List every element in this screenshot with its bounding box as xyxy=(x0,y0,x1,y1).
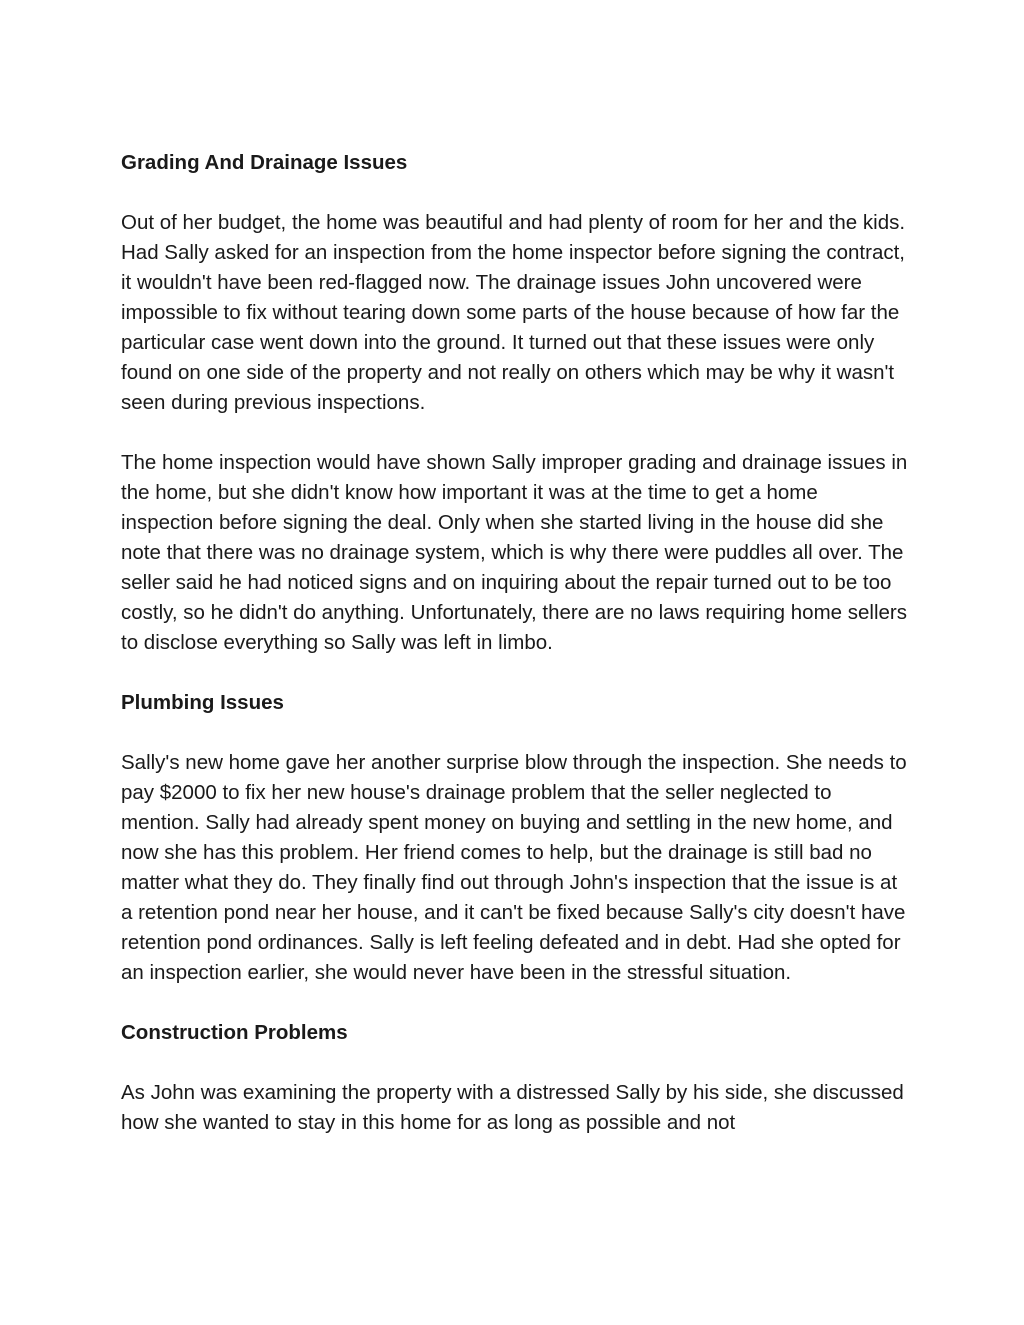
paragraph: As John was examining the property with a distressed Sally by his side, she discussed how she wanted to stay in this home for as long as possible and not xyxy=(121,1081,904,1134)
paragraph: Sally's new home gave her another surprise blow through the inspection. She needs to pay $2000 to fix her new house's drainage problem that the seller neglected to mention. Sally had already spent money on buying and settling in the new home, and now she has this problem. Her friend comes to help, but the drainage is still bad no matter what they do. They finally find out through John's inspection that the issue is at a retention pond near her house, and it can't be fixed because Sally's city doesn't have retention pond ordinances. Sally is left feeling defeated and in debt. Had she opted for an inspection earlier, she would never have been in the stressful situation. xyxy=(121,751,907,984)
section-heading-plumbing: Plumbing Issues xyxy=(121,691,284,714)
section-heading-grading: Grading And Drainage Issues xyxy=(121,151,408,174)
paragraph: The home inspection would have shown Sally improper grading and drainage issues in the home, but she didn't know how important it was at the time to get a home inspection before signing the deal. Only when she started living in the house did she note that there was no drainage system, which is why there were puddles all over. The seller said he had noticed signs and on inquiring about the repair turned out to be too costly, so he didn't do anything. Unfortunately, there are no laws requiring home sellers to disclose everything so Sally was left in limbo. xyxy=(121,451,908,654)
section-heading-construction: Construction Problems xyxy=(121,1021,348,1044)
document-page xyxy=(121,148,911,1168)
paragraph: Out of her budget, the home was beautiful and had plenty of room for her and the kids. Had Sally asked for an inspection from the home inspector before signing the contract, it wouldn't have been red-flagged now. The drainage issues John uncovered were impossible to fix without tearing down some parts of the house because of how far the particular case went down into the ground. It turned out that these issues were only found on one side of the property and not really on others which may be why it wasn't seen during previous inspections. xyxy=(121,211,906,414)
